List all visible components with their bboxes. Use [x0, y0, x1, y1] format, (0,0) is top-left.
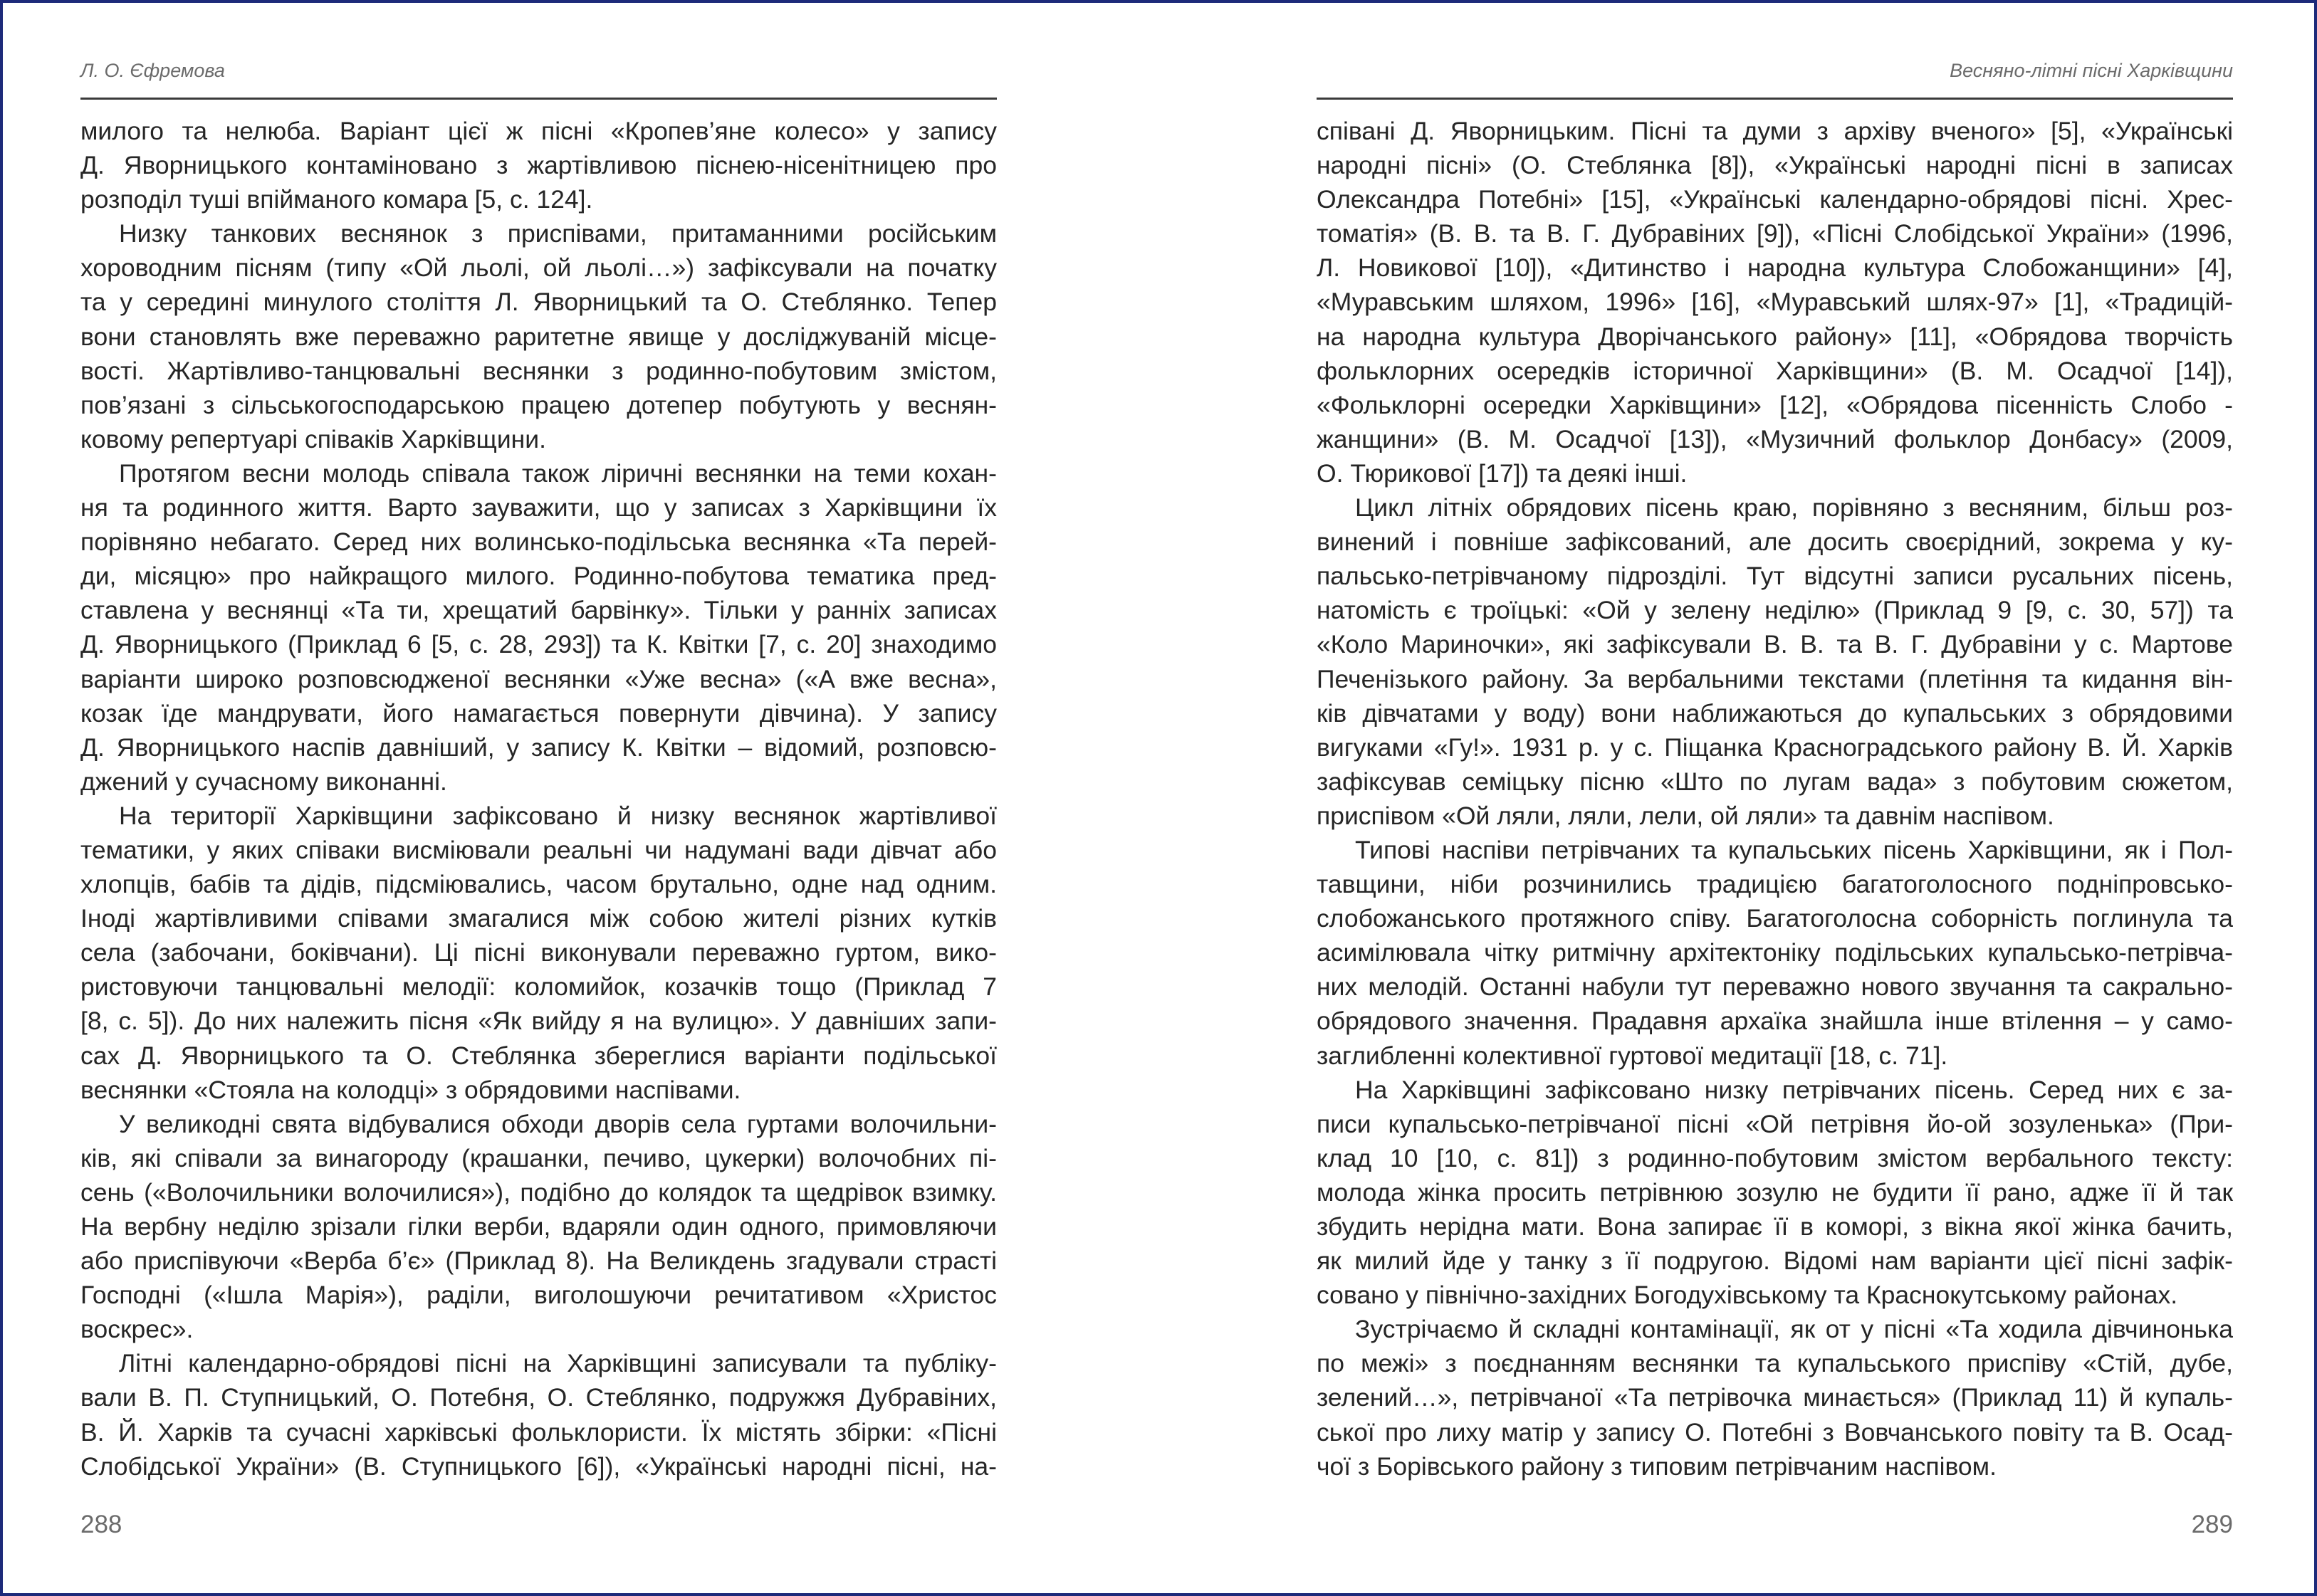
text-line: На Харківщині зафіксовано низку петрівчаних пісень. Серед них є за- — [1355, 1075, 2233, 1104]
text-line: воскрес». — [80, 1315, 194, 1344]
text-line: винений і повніше зафіксований, але досить своєрідний, зокрема у ку- — [1317, 527, 2233, 557]
text-line: на народна культура Дворічанського району» [11], «Обрядова творчість — [1317, 322, 2233, 351]
text-line: та у середині минулого століття Л. Яворницький та О. Стеблянко. Тепер — [80, 288, 997, 317]
body-text — [80, 114, 997, 1484]
text-line: совано у північно-західних Богодухівському та Краснокутському районах. — [1317, 1281, 2178, 1310]
text-line: Господні («Ішла Марія»), раділи, виголошуючи речитативом «Христос — [80, 1281, 997, 1310]
text-line: ди, місяцю» про найкращого милого. Родинно-побутова тематика пред- — [80, 562, 997, 591]
text-line: У великодні свята відбувалися обходи дворів села гуртами волочильни- — [119, 1109, 997, 1138]
right-page — [1317, 0, 2233, 1596]
text-line: тематики, у яких співаки висміювали реальні чи надумані вади дівчат або — [80, 835, 997, 864]
text-line: ків дівчатами у воду) вони наближаються до купальських з обрядовими — [1317, 698, 2233, 728]
text-line: пальсько-петрівчаному підрозділі. Тут відсутні записи русальних пісень, — [1317, 562, 2233, 591]
text-line: Літні календарно-обрядові пісні на Харківщині записували та публіку- — [119, 1349, 997, 1378]
text-line: ня та родинного життя. Варто зауважити, що у записах з Харківщини їх — [80, 493, 997, 523]
text-line: На території Харківщини зафіксовано й низку веснянок жартівливої — [119, 801, 997, 830]
text-line: ристовуючи танцювальні мелодії: коломийок, козачків тощо (Приклад 7 — [80, 972, 997, 1002]
text-line: [8, с. 5]). До них належить пісня «Як вийду я на вулицю». У давніших запи- — [80, 1007, 997, 1036]
text-line: вості. Жартівливо-танцювальні веснянки з родинно-побутовим змістом, — [80, 356, 997, 385]
text-line: порівняно небагато. Серед них волинсько-подільська веснянка «Та перей- — [80, 527, 997, 557]
text-line: На вербну неділю зрізали гілки верби, вдаряли один одного, примовляючи — [80, 1212, 997, 1241]
text-line: вони становлять вже переважно раритетне явище у досліджуваній місце- — [80, 322, 997, 351]
text-line: села (забочани, боківчани). Ці пісні виконували переважно гуртом, вико- — [80, 938, 997, 967]
text-line: Д. Яворницького контаміновано з жартівливою піснею-нісенітницею про — [80, 151, 997, 180]
text-line: Печенізького району. За вербальними текстами (плетіння та кидання він- — [1317, 664, 2233, 693]
text-line: Олександра Потебні» [15], «Українські календарно-обрядові пісні. Хрес- — [1317, 185, 2233, 214]
text-line: обрядового значення. Прадавня архаїка знайшла інше втілення – у само- — [1317, 1007, 2233, 1036]
paragraph — [80, 1107, 997, 1347]
paragraph — [80, 799, 997, 1107]
text-line: Іноді жартівливими співами змагалися між собою жителі різних кутків — [80, 904, 997, 933]
text-line: фольклорних осередків історичної Харківщини» (В. М. Осадчої [14]), — [1317, 356, 2233, 385]
text-line: народні пісні» (О. Стеблянка [8]), «Українські народні пісні в записах — [1317, 151, 2233, 180]
text-line: сах Д. Яворницького та О. Стеблянка збереглися варіанти подільської — [80, 1041, 997, 1070]
paragraph — [1317, 833, 2233, 1073]
text-line: «Муравським шляхом, 1996» [16], «Муравський шлях-97» [1], «Традицій- — [1317, 288, 2233, 317]
text-line: Зустрічаємо й складні контамінації, як от у пісні «Та ходила дівчинонька — [1355, 1315, 2233, 1344]
text-line: О. Тюрикової [17]) та деякі інші. — [1317, 458, 1688, 488]
text-line: сень («Волочильники волочилися»), подібно до колядок та щедрівок взимку. — [80, 1177, 997, 1207]
text-line: ської про лиху матір у запису О. Потебні з Вовчанського повіту та В. Осад- — [1317, 1417, 2233, 1447]
running-head-author: Л. О. Єфремова — [80, 60, 225, 81]
text-line: Д. Яворницького (Приклад 6 [5, с. 28, 293]) та К. Квітки [7, с. 20] знаходимо — [80, 630, 997, 659]
paragraph — [1317, 1073, 2233, 1313]
text-line: або приспівуючи «Верба б’є» (Приклад 8). На Великдень згадували страсті — [80, 1246, 997, 1276]
header-rule — [80, 98, 997, 100]
running-head-title: Весняно-літні пісні Харківщини — [1950, 60, 2233, 81]
text-line: пов’язані з сільськогосподарською працею дотепер побутують у веснян- — [80, 390, 997, 419]
text-line: розподіл туші впійманого комара [5, с. 124]. — [80, 185, 593, 214]
text-line: хороводним пісням (типу «Ой льолі, ой льолі…») зафіксували на початку — [80, 253, 997, 283]
text-line: Д. Яворницького наспів давніший, у запису К. Квітки – відомий, розповсю- — [80, 733, 997, 762]
body-text — [1317, 114, 2233, 1484]
left-page — [80, 0, 997, 1596]
text-line: тавщини, ніби розчинились традицією багатоголосного подніпровсько- — [1317, 870, 2233, 899]
text-line: приспівом «Ой ляли, ляли, лели, ой ляли» та давнім наспівом. — [1317, 801, 2054, 830]
text-line: Протягом весни молодь співала також ліричні веснянки на теми кохан- — [119, 458, 997, 488]
text-line: збудить нерідна мати. Вона запирає її в коморі, з вікна якої жінка бачить, — [1317, 1212, 2233, 1241]
paragraph — [1317, 114, 2233, 490]
text-line: «Фольклорні осередки Харківщини» [12], «Обрядова пісенність Слобо - — [1317, 390, 2233, 419]
text-line: веснянки «Стояла на колодці» з обрядовими наспівами. — [80, 1075, 741, 1104]
text-line: заглибленні колективної гуртової медитації [18, с. 71]. — [1317, 1041, 1948, 1070]
text-line: Типові наспіви петрівчаних та купальських пісень Харківщини, як і Пол- — [1355, 835, 2233, 864]
text-line: співані Д. Яворницьким. Пісні та думи з архіву вченого» [5], «Українські — [1317, 117, 2233, 145]
text-line: В. Й. Харків та сучасні харківські фольклористи. Їх містять збірки: «Пісні — [80, 1417, 997, 1447]
text-line: слобожанського протяжного співу. Багатоголосна соборність поглинула та — [1317, 904, 2233, 933]
page-number: 289 — [2191, 1511, 2233, 1538]
text-line: козак їде мандрувати, його намагається повернути дівчина). У запису — [80, 698, 997, 728]
text-line: писи купальсько-петрівчаної пісні «Ой петрівня йо-ой зозуленька» (При- — [1317, 1109, 2233, 1138]
paragraph — [80, 216, 997, 456]
text-line: вигуками «Гу!». 1931 р. у с. Піщанка Красноградського району В. Й. Харків — [1317, 733, 2233, 762]
text-line: зафіксував семіцьку пісню «Што по лугам вада» з побутовим сюжетом, — [1317, 767, 2233, 796]
text-line: томатія» (В. В. та В. Г. Дубравіних [9]), «Пісні Слобідської України» (1996, — [1317, 219, 2233, 248]
text-line: натомість є троїцькі: «Ой у зелену неділю» (Приклад 9 [9, с. 30, 57]) та — [1317, 596, 2233, 625]
text-line: зелений…», петрівчаної «Та петрівочка минається» (Приклад 11) й купаль- — [1317, 1383, 2233, 1412]
text-line: джений у сучасному виконанні. — [80, 767, 447, 796]
paragraph — [80, 114, 997, 216]
text-line: вали В. П. Ступницький, О. Потебня, О. Стеблянко, подружжя Дубравіних, — [80, 1383, 997, 1412]
text-line: Слобідської України» (В. Ступницького [6]), «Українські народні пісні, на- — [80, 1451, 997, 1481]
paragraph — [80, 1346, 997, 1483]
text-line: ставлена у веснянці «Та ти, хрещатий барвінку». Тільки у ранніх записах — [80, 596, 997, 625]
text-line: молода жінка просить петрівнюю зозулю не будити її рано, адже її й так — [1317, 1177, 2233, 1207]
text-line: ків, які співали за винагороду (крашанки, печиво, цукерки) волочобних пі- — [80, 1143, 997, 1172]
text-line: Л. Новикової [10]), «Дитинство і народна культура Слобожанщини» [4], — [1317, 253, 2233, 283]
paragraph — [1317, 490, 2233, 833]
text-line: «Коло Мариночки», які зафіксували В. В. та В. Г. Дубравіни у с. Мартове — [1317, 630, 2233, 659]
text-line: асимілювала чітку ритмічну архітектоніку подільських купальсько-петрівча- — [1317, 938, 2233, 967]
text-line: варіанти широко розповсюдженої веснянки «Уже весна» («А вже весна», — [80, 664, 997, 693]
paragraph — [80, 456, 997, 799]
header-rule — [1317, 98, 2233, 100]
text-line: по межі» з поєднанням веснянки та купальського приспіву «Стій, дубе, — [1317, 1349, 2233, 1378]
page-number: 288 — [80, 1511, 122, 1538]
text-line: ковому репертуарі співаків Харківщини. — [80, 424, 546, 453]
text-line: них мелодій. Останні набули тут переважно нового звучання та сакрально- — [1317, 972, 2233, 1002]
text-line: клад 10 [10, с. 81]) з родинно-побутовим змістом вербального тексту: — [1317, 1143, 2233, 1172]
paragraph — [1317, 1312, 2233, 1483]
text-line: Низку танкових веснянок з приспівами, притаманними російським — [119, 219, 997, 248]
text-line: Цикл літніх обрядових пісень краю, порівняно з весняним, більш роз- — [1355, 493, 2233, 523]
text-line: чої з Борівського району з типовим петрівчаним наспівом. — [1317, 1451, 1997, 1481]
text-line: як милий йде у танку з її подругою. Відомі нам варіанти цієї пісні зафік- — [1317, 1246, 2233, 1276]
text-line: хлопців, бабів та дідів, підсміювались, часом брутально, одне над одним. — [80, 870, 997, 899]
text-line: милого та нелюба. Варіант цієї ж пісні «Кропев’яне колесо» у запису — [80, 117, 997, 145]
text-line: жанщини» (В. М. Осадчої [13]), «Музичний фольклор Донбасу» (2009, — [1317, 424, 2233, 453]
